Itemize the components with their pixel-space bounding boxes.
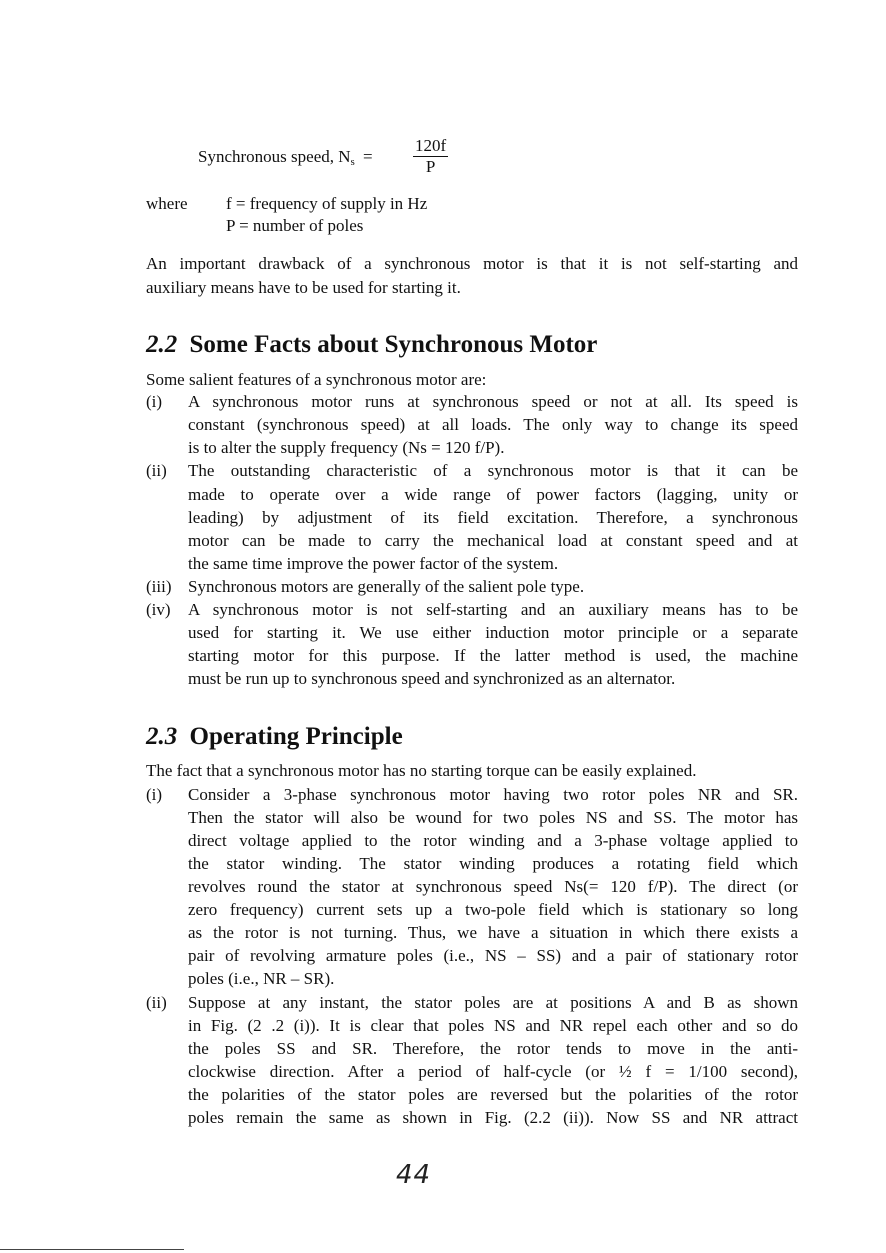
list-marker: (iv) (146, 600, 171, 619)
section-title: Some Facts about Synchronous Motor (189, 331, 598, 358)
list-item-line: in Fig. (2 .2 (i)). It is clear that poles NS and NR repel each other and so do (188, 1016, 798, 1035)
list-item-line: A synchronous motor runs at synchronous speed or not at all. Its speed is (188, 392, 798, 411)
list-item-line: Consider a 3-phase synchronous motor having two rotor poles NR and SR. (188, 785, 798, 804)
where-def-f: f = frequency of supply in Hz (226, 194, 428, 213)
list-item-line: poles remain the same as shown in Fig. (2.2 (ii)). Now SS and NR attract (188, 1108, 798, 1127)
list-item-line: used for starting it. We use either induction motor principle or a separate (188, 623, 798, 642)
list-item-line: made to operate over a wide range of power factors (lagging, unity or (188, 485, 798, 504)
list-item-line: Then the stator will also be wound for two poles NS and SS. The motor has (188, 808, 798, 827)
list-item-line: poles (i.e., NR – SR). (188, 969, 335, 988)
list-item-line: constant (synchronous speed) at all loads. The only way to change its speed (188, 415, 798, 434)
section-lead: The fact that a synchronous motor has no starting torque can be easily explained. (146, 761, 697, 780)
list-item-line: is to alter the supply frequency (Ns = 120 f/P). (188, 438, 505, 457)
list-marker: (i) (146, 392, 163, 411)
page-number: 44 (396, 1160, 432, 1190)
formula-denominator: P (425, 157, 436, 176)
intro-para-line: An important drawback of a synchronous motor is that it is not self-starting and (146, 254, 798, 273)
formula-numerator: 120f (415, 136, 447, 155)
list-marker: (ii) (146, 993, 167, 1012)
list-item-line: must be run up to synchronous speed and synchronized as an alternator. (188, 669, 676, 688)
list-item-line: the stator winding. The stator winding produces a rotating field which (188, 854, 798, 873)
section-number: 2.3 (146, 723, 178, 750)
section-heading-2-3 (146, 722, 403, 752)
list-item-line: Suppose at any instant, the stator poles are at positions A and B as shown (188, 993, 798, 1012)
section-heading-2-2 (146, 330, 597, 360)
list-item-line: the same time improve the power factor of the system. (188, 554, 559, 573)
section-title: Operating Principle (189, 723, 403, 750)
scan-edge-line (0, 1249, 184, 1250)
where-def-p: P = number of poles (226, 216, 364, 235)
list-item-line: the poles SS and SR. Therefore, the rotor tends to move in the anti- (188, 1039, 798, 1058)
list-item-line: pair of revolving armature poles (i.e., NS – SS) and a pair of stationary rotor (188, 946, 798, 965)
list-item-line: direct voltage applied to the rotor winding and a 3-phase voltage applied to (188, 831, 798, 850)
formula-fraction (413, 136, 448, 177)
list-item-line: starting motor for this purpose. If the latter method is used, the machine (188, 646, 798, 665)
list-item-line: leading) by adjustment of its field excitation. Therefore, a synchronous (188, 508, 798, 527)
list-marker: (iii) (146, 577, 172, 596)
list-item-line: the polarities of the stator poles are reversed but the polarities of the rotor (188, 1085, 798, 1104)
formula-equals: = (363, 147, 373, 166)
list-item-line: Synchronous motors are generally of the salient pole type. (188, 577, 585, 596)
section-number: 2.2 (146, 331, 178, 358)
list-item-line: The outstanding characteristic of a synchronous motor is that it can be (188, 461, 798, 480)
list-item-line: clockwise direction. After a period of half-cycle (or ½ f = 1/100 second), (188, 1062, 798, 1081)
list-marker: (i) (146, 785, 163, 804)
list-item-line: A synchronous motor is not self-starting and an auxiliary means has to be (188, 600, 798, 619)
intro-para-line: auxiliary means have to be used for starting it. (146, 278, 461, 297)
formula-label: Synchronous speed, $N_s$ = (198, 147, 373, 168)
list-item-line: as the rotor is not turning. Thus, we have a situation in which there exists a (188, 923, 798, 942)
list-marker: (ii) (146, 461, 167, 480)
list-item-line: revolves round the stator at synchronous speed Ns(= 120 f/P). The direct (or (188, 877, 798, 896)
where-word: where (146, 194, 188, 213)
list-item-line: motor can be made to carry the mechanical load at constant speed and at (188, 531, 798, 550)
section-lead: Some salient features of a synchronous motor are: (146, 370, 487, 389)
list-item-line: zero frequency) current sets up a two-pole field which is stationary so long (188, 900, 798, 919)
